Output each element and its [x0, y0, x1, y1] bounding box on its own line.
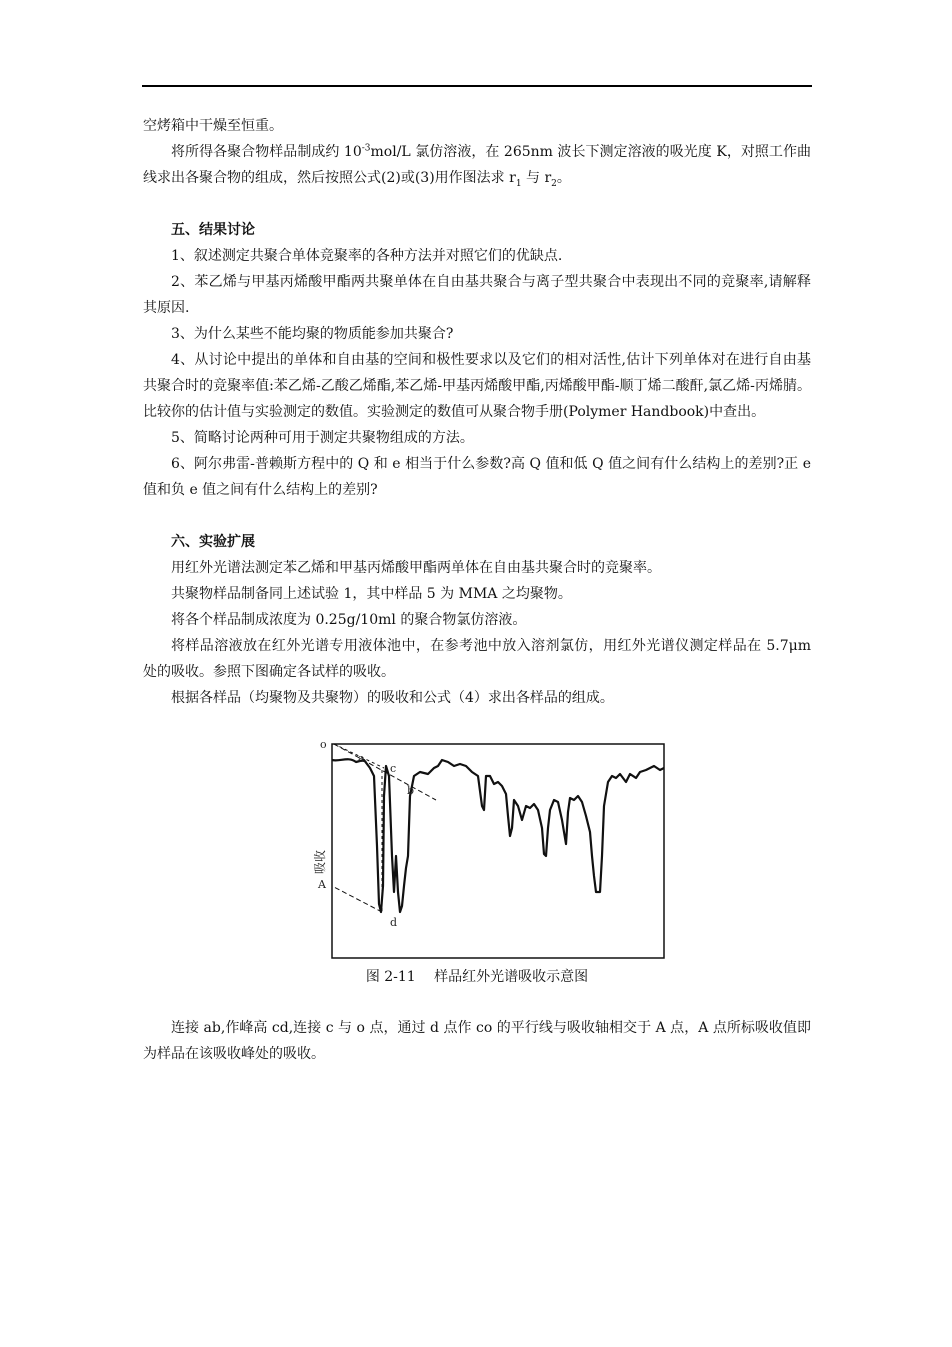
question-item: 2、苯乙烯与甲基丙烯酸甲酯两共聚单体在自由基共聚合与离子型共聚合中表现出不同的竞聚率,请解释其原因. — [143, 274, 811, 316]
extension-paragraph: 根据各样品（均聚物及共聚物）的吸收和公式（4）求出各样品的组成。 — [171, 690, 614, 706]
label-o: o — [320, 738, 327, 751]
question-item: 5、简略讨论两种可用于测定共聚物组成的方法。 — [171, 430, 474, 446]
label-d: d — [390, 916, 398, 929]
question-item: 1、叙述测定共聚合单体竞聚率的各种方法并对照它们的优缺点. — [171, 248, 563, 264]
header-rule — [142, 85, 812, 87]
label-c: c — [390, 762, 397, 775]
extension-paragraph: 用红外光谱法测定苯乙烯和甲基丙烯酸甲酯两单体在自由基共聚合时的竞聚率。 — [171, 560, 661, 576]
y-axis-label: 吸收 — [313, 849, 327, 874]
extension-paragraph: 将样品溶液放在红外光谱专用液体池中，在参考池中放入溶剂氯仿，用红外光谱仪测定样品在 5.7μm 处的吸收。参照下图确定各试样的吸收。 — [143, 638, 811, 680]
ir-spectrum-figure — [310, 736, 670, 960]
question-item: 4、从讨论中提出的单体和自由基的空间和极性要求以及它们的相对活性,估计下列单体对在进行自由基共聚合时的竞聚率值:苯乙烯-乙酸乙烯酯,苯乙烯-甲基丙烯酸甲酯,丙烯酸甲酯-顺丁烯二酸酐,氯乙烯-丙烯腈。比较你的估计值与实验测定的数值。实验测定的数值可从聚合物手册(Polymer Handbook)中查出。 — [143, 352, 811, 420]
extension-paragraph: 将各个样品制成浓度为 0.25g/10ml 的聚合物氯仿溶液。 — [171, 612, 527, 628]
closing-paragraph-block — [143, 1015, 811, 1067]
ir-spectrum-diagram — [310, 736, 670, 960]
label-a: a — [358, 752, 365, 765]
parallel-dA — [332, 886, 382, 912]
question-item: 6、阿尔弗雷-普赖斯方程中的 Q 和 e 相当于什么参数?高 Q 值和低 Q 值之间有什么结构上的差别?正 e 值和负 e 值之间有什么结构上的差别? — [143, 456, 811, 498]
section-heading-extension: 六、实验扩展 — [171, 534, 255, 550]
question-item: 3、为什么某些不能均聚的物质能参加共聚合? — [171, 326, 454, 342]
section-heading-results: 五、结果讨论 — [171, 222, 255, 238]
page-body — [143, 113, 811, 711]
figure-caption: 图 2-11 样品红外光谱吸收示意图 — [365, 969, 589, 985]
label-A: A — [318, 878, 326, 891]
paragraph-continued: 空烤箱中干燥至恒重。 — [143, 118, 283, 134]
label-b: b — [407, 784, 415, 797]
closing-paragraph: 连接 ab,作峰高 cd,连接 c 与 o 点，通过 d 点作 co 的平行线与吸收轴相交于 A 点，A 点所标吸收值即为样品在该吸收峰处的吸收。 — [143, 1020, 811, 1062]
paragraph-measurement: 将所得各聚合物样品制成约 $10^{-3}mol/L$ 氯仿溶液，在 265nm 波长下测定溶液的吸光度 K，对照工作曲线求出各聚合物的组成，然后按照公式(2)或(3)用作图法求 $r_1$ 与 $r_2$。 — [143, 143, 812, 189]
extension-paragraph: 共聚物样品制备同上述试验 1，其中样品 5 为 MMA 之均聚物。 — [171, 586, 572, 602]
